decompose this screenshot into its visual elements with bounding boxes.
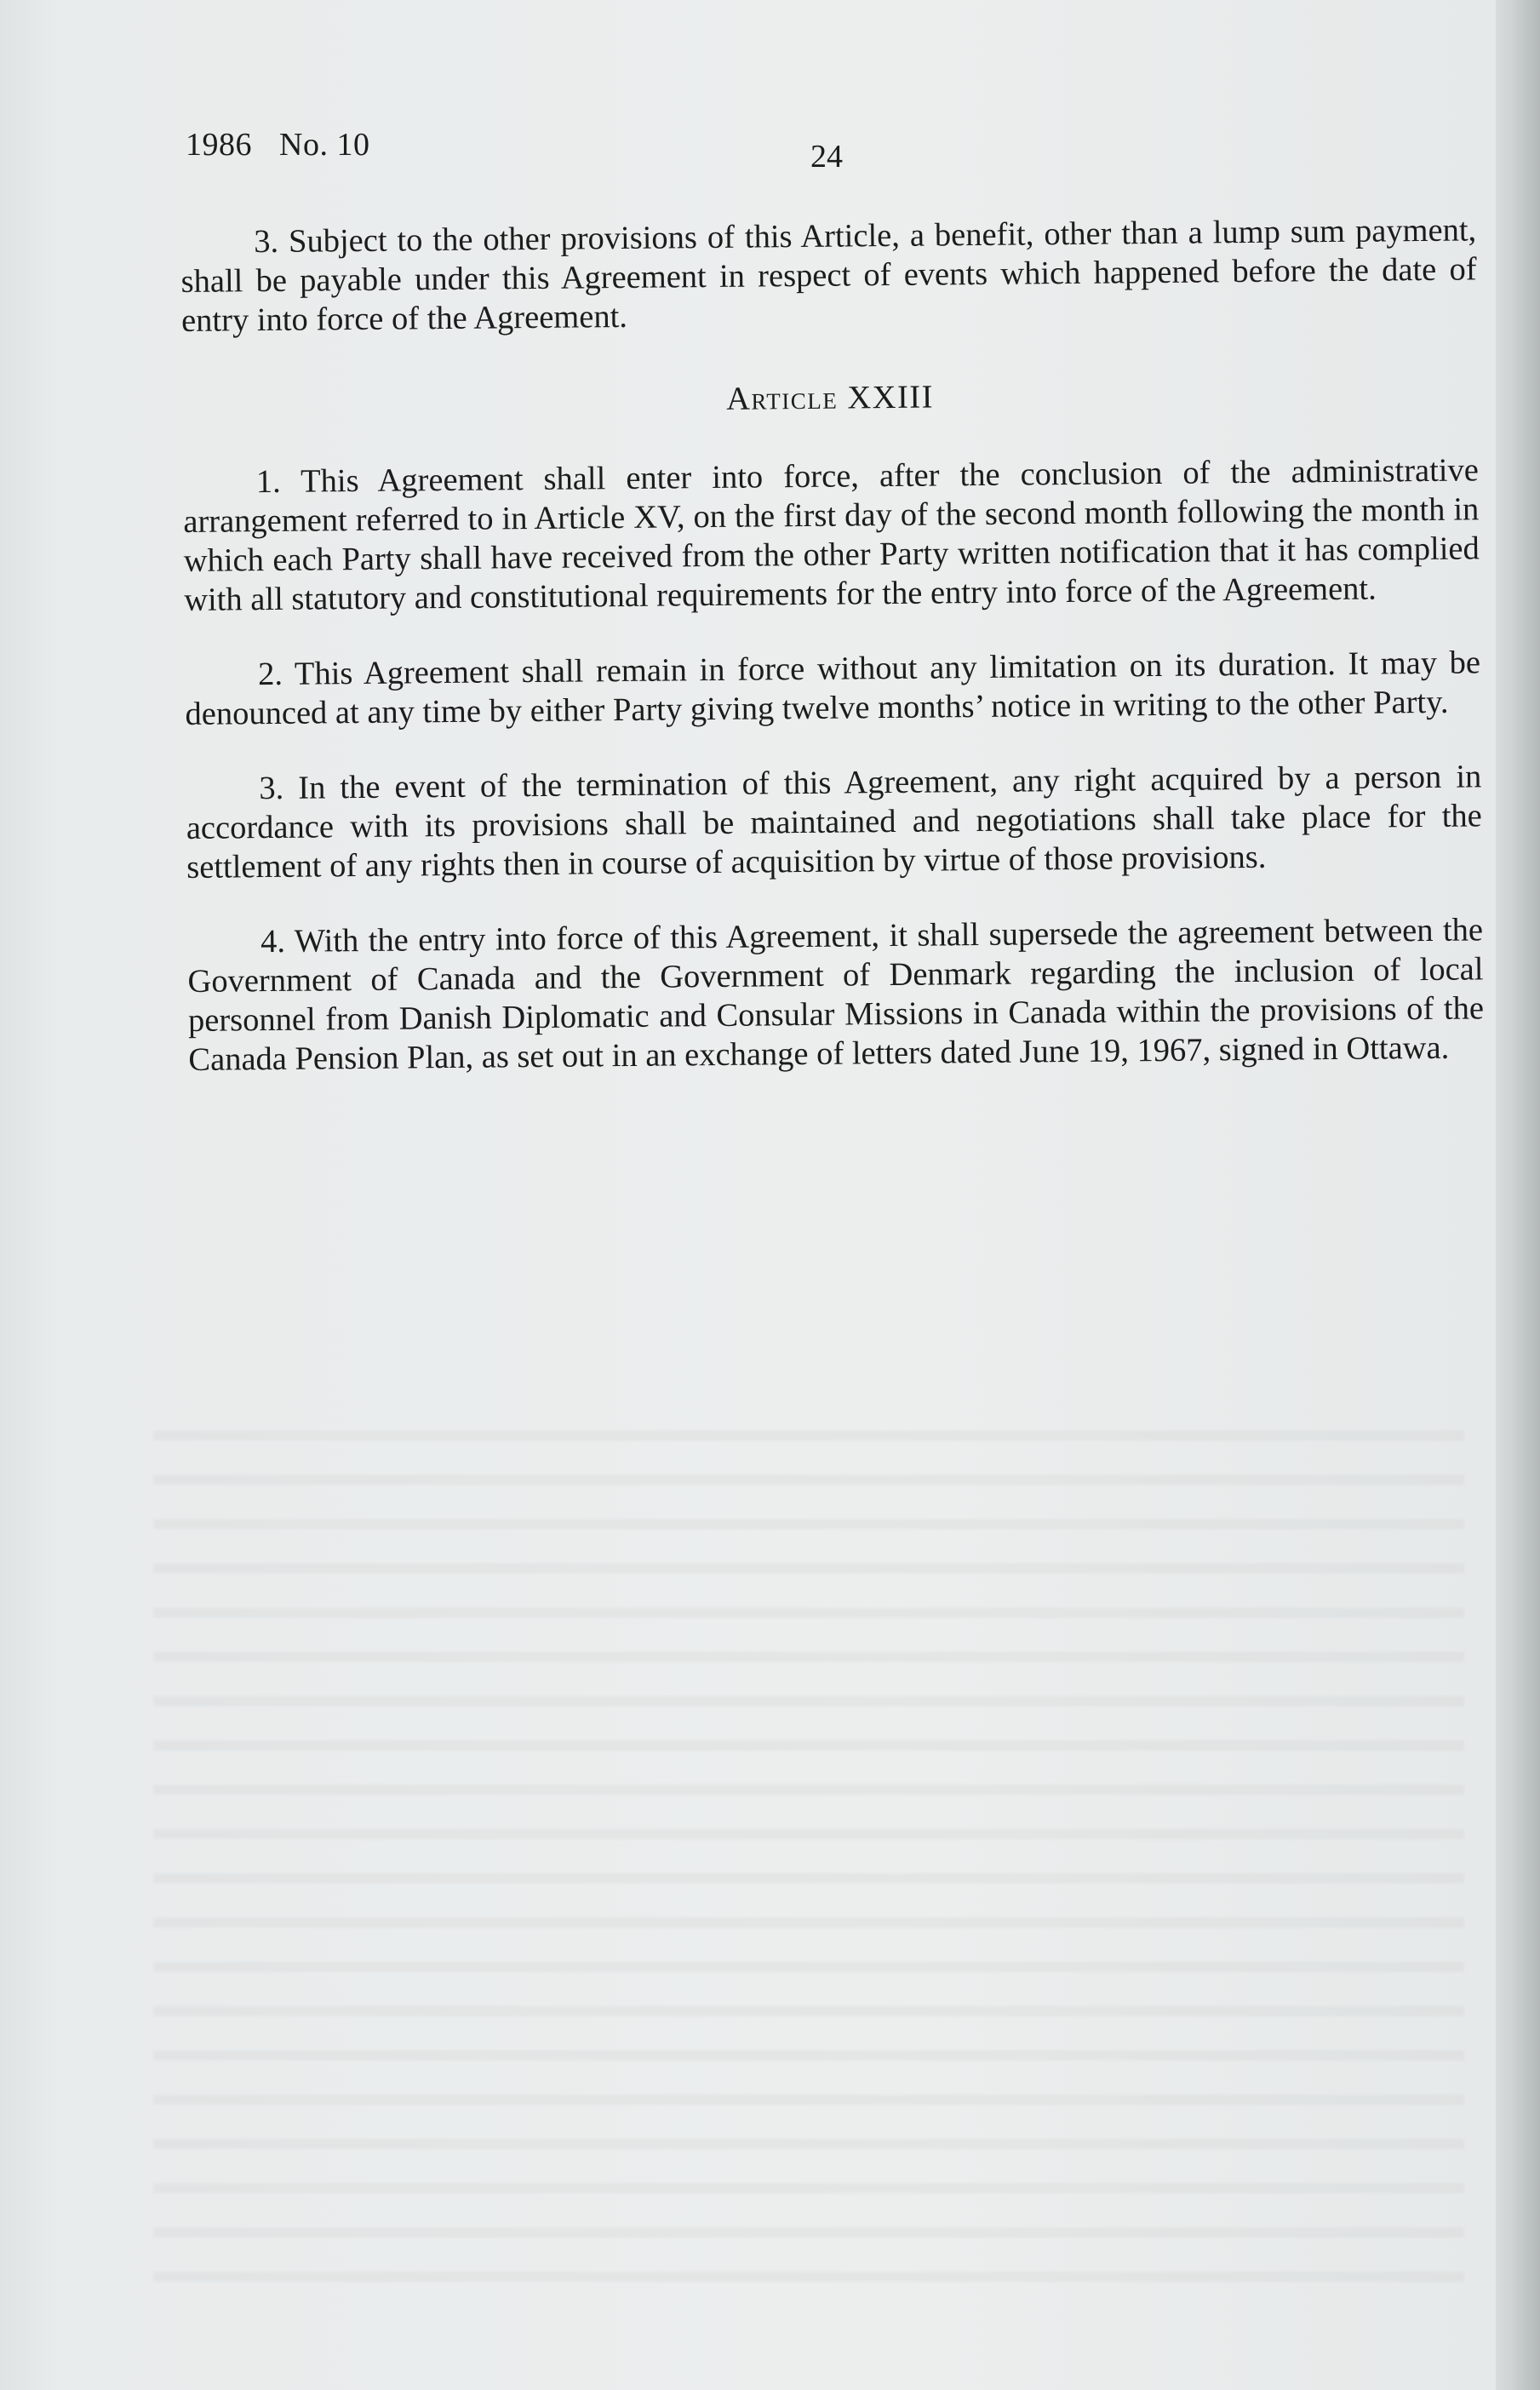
show-through-background: [153, 1405, 1464, 2299]
page-edge-shadow: [1496, 0, 1540, 2390]
paragraph-1: 1. This Agreement shall enter into force, after the conclusion of the administrative arrangement referred to in Article XV, on the first day of the second month following the month in which each Party shall have received from the other Party written notification that it has complied with all statutory and constitutional requirements for the entry into force of the Agreement.: [183, 452, 1480, 618]
article-heading: Article XXIII: [725, 379, 935, 417]
running-head: [186, 126, 369, 163]
paragraph-4: 4. With the entry into force of this Agreement, it shall supersede the agreement between the Government of Canada and the Government of Denmark regarding the inclusion of local personnel from Danish Diplomatic and Consular Missions in Canada within the provisions of the Canada Pension Plan, as set out in an exchange of letters dated June 19, 1967, signed in Ottawa.: [187, 912, 1485, 1078]
paragraph-3-prior-article: 3. Subject to the other provisions of this Article, a benefit, other than a lump sum payment, shall be payable under this Agreement in respect of events which happened before the date of entry into force of the Agreement.: [180, 212, 1477, 339]
body-text: [180, 210, 1485, 1115]
page-number: 24: [810, 139, 843, 175]
header-number: No. 10: [279, 127, 370, 163]
header-year: 1986: [186, 127, 252, 163]
paragraph-2: 2. This Agreement shall remain in force without any limitation on its duration. It may be denounced at any time by either Party giving twelve months’ notice in writing to the other Party.: [185, 645, 1481, 732]
paragraph-3: 3. In the event of the termination of this Agreement, any right acquired by a person in accordance with its provisions shall be maintained and negotiations shall take place for the settlement of any rights then in course of acquisition by virtue of those provisions.: [186, 759, 1482, 886]
